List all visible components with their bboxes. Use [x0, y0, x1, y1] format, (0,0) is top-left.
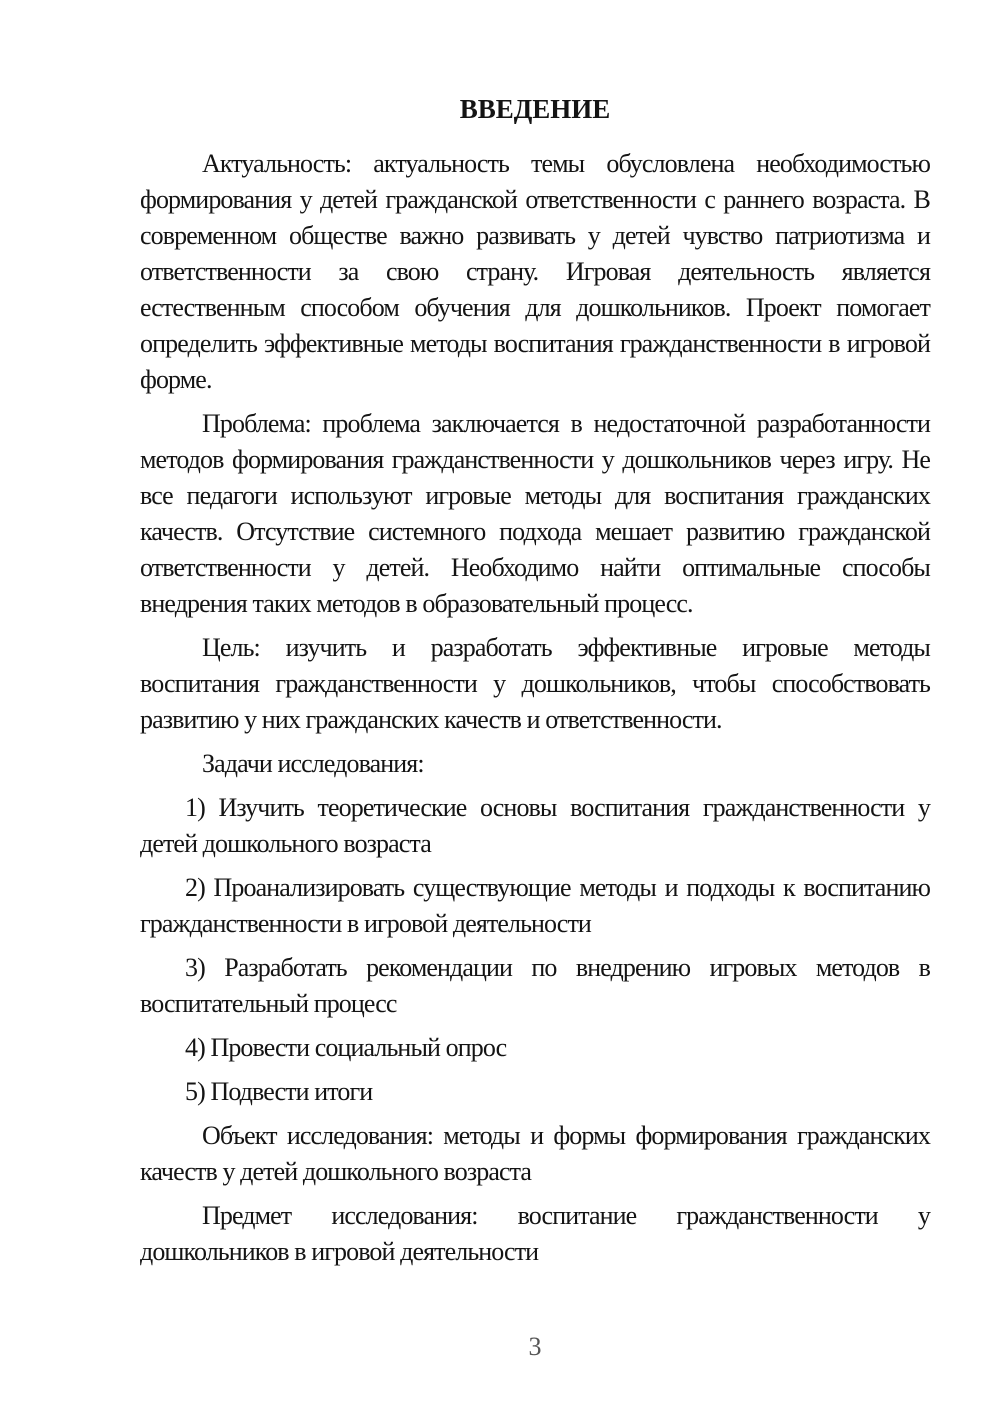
task-item-2: 2) Проанализировать существующие методы и подходы к воспитанию гражданственности в игровой деятельности — [140, 873, 930, 938]
task-item-1: 1) Изучить теоретические основы воспитания гражданственности у детей дошкольного возраста — [140, 793, 930, 858]
task-item-4: 4) Провести социальный опрос — [185, 1033, 507, 1062]
paragraph-goal: Цель: изучить и разработать эффективные игровые методы воспитания гражданственности у дошкольников, чтобы способствовать развитию у них гражданских качеств и ответственности. — [140, 633, 930, 734]
page-title: ВВЕДЕНИЕ — [459, 94, 611, 124]
task-item-5: 5) Подвести итоги — [185, 1077, 373, 1106]
paragraph-object: Объект исследования: методы и формы формирования гражданских качеств у детей дошкольного возраста — [140, 1121, 930, 1186]
paragraph-actuality: Актуальность: актуальность темы обусловлена необходимостью формирования у детей гражданской ответственности с раннего возраста. В современном обществе важно развивать у детей чувство патриотизма и ответственности за свою страну. Игровая деятельность является естественным способом обучения для дошкольников. Проект помогает определить эффективные методы воспитания гражданственности в игровой форме. — [140, 149, 930, 394]
paragraph-subject: Предмет исследования: воспитание гражданственности у дошкольников в игровой деятельности — [140, 1201, 930, 1266]
tasks-heading: Задачи исследования: — [202, 749, 424, 778]
paragraph-problem: Проблема: проблема заключается в недостаточной разработанности методов формирования гражданственности у дошкольников через игру. Не все педагоги используют игровые методы для воспитания гражданских качеств. Отсутствие системного подхода мешает развитию гражданской ответственности у детей. Необходимо найти оптимальные способы внедрения таких методов в образовательный процесс. — [140, 409, 930, 618]
task-item-3: 3) Разработать рекомендации по внедрению игровых методов в воспитательный процесс — [140, 953, 930, 1018]
page-number: 3 — [528, 1332, 542, 1361]
